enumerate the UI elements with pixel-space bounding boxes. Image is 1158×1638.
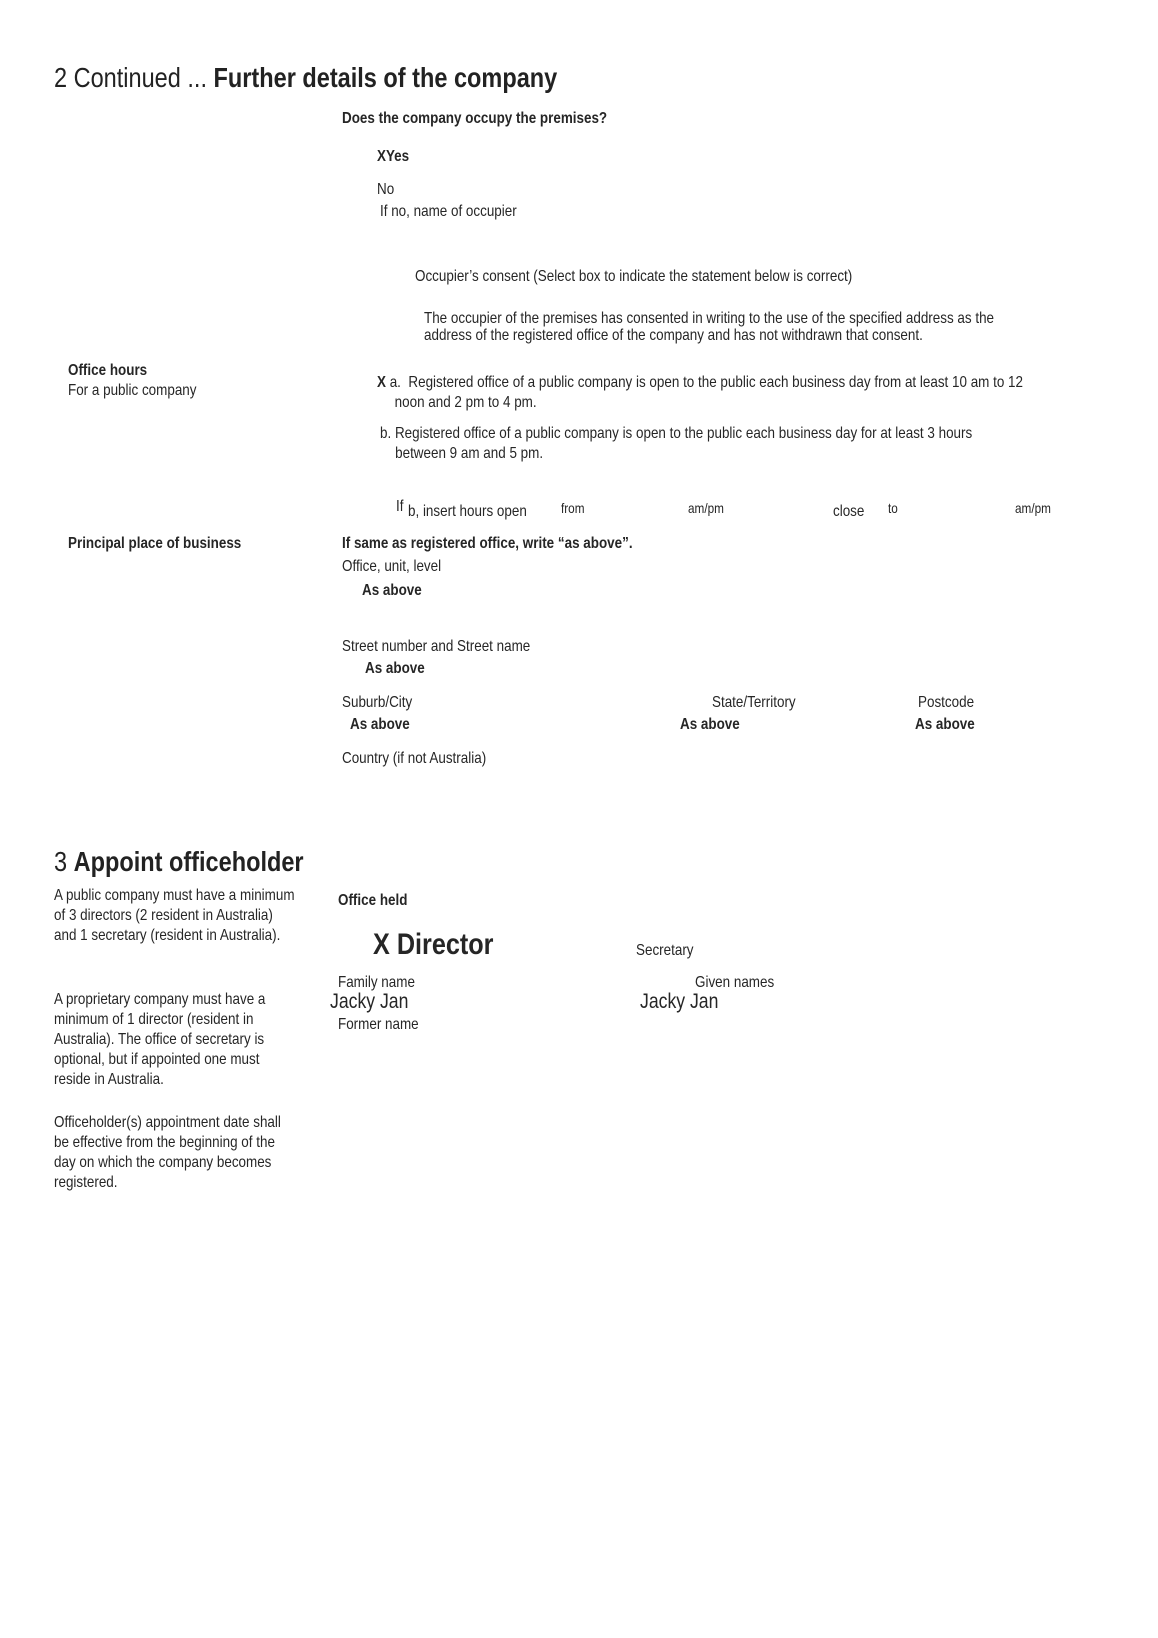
principal-place-title: Principal place of business [68, 535, 242, 552]
secretary-label: Secretary [636, 942, 694, 959]
option-b-line-1: Registered office of a public company is open to the public each business day for at least 3 hours [394, 425, 973, 442]
insert-hours-if: If [396, 498, 404, 515]
given-names-field[interactable]: Jacky Jan [640, 990, 719, 1013]
occupy-no-option[interactable] [377, 181, 394, 199]
hours-to-label: to [888, 500, 898, 516]
consent-statement-line-1: The occupier of the premises has consented in writing to the use of the specified address as the [424, 310, 995, 327]
state-field[interactable]: As above [680, 716, 740, 733]
section-2-heading-title: Further details of the company [213, 62, 558, 93]
given-names-label: Given names [695, 974, 775, 991]
hours-to-ampm: am/pm [1015, 500, 1051, 516]
officeholder-note-3: Officeholder(s) appointment date shall be effective from the beginning of the day on which the company becomes registered. [54, 1114, 281, 1191]
office-hours-title: Office hours [68, 362, 148, 379]
checkbox-mark-a[interactable]: X [377, 374, 386, 391]
postcode-field[interactable]: As above [915, 716, 975, 733]
suburb-label: Suburb/City [342, 694, 413, 711]
country-field[interactable] [342, 772, 762, 792]
office-held-label: Office held [338, 892, 408, 909]
occupier-consent-label[interactable] [415, 268, 852, 286]
office-hours-subtitle: For a public company [68, 382, 197, 399]
occupy-no-label: No [377, 181, 395, 198]
family-name-field[interactable]: Jacky Jan [330, 990, 409, 1013]
hours-close-label: close [833, 503, 865, 520]
option-a-line-2: noon and 2 pm to 4 pm. [394, 394, 537, 411]
section-3-heading-title: Appoint officeholder [73, 846, 304, 877]
state-label: State/Territory [712, 694, 796, 711]
hours-from-ampm: am/pm [688, 500, 724, 516]
occupier-name-label: If no, name of occupier [380, 203, 517, 220]
officeholder-note-1: A public company must have a minimum of 3 directors (2 resident in Australia) and 1 secretary (resident in Australia). [54, 887, 295, 944]
hours-to-field[interactable] [905, 498, 989, 516]
consent-statement [424, 310, 994, 344]
director-label: Director [396, 928, 494, 961]
option-b-letter: b. [380, 425, 392, 442]
insert-hours-label: b, insert hours open [408, 503, 527, 520]
street-field[interactable]: As above [365, 660, 425, 677]
postcode-label: Postcode [918, 694, 975, 711]
hours-from-field[interactable] [595, 498, 662, 516]
officeholder-note-2: A proprietary company must have a minimum of 1 director (resident in Australia). The office of secretary is optional, but if appointed one must reside in Australia. [54, 991, 266, 1088]
section-3-heading [54, 846, 304, 878]
principal-place-instruction: If same as registered office, write “as above”. [342, 535, 633, 552]
occupy-question: Does the company occupy the premises? [342, 110, 608, 127]
office-hours-option-b[interactable] [380, 424, 972, 464]
former-name-label: Former name [338, 1016, 419, 1033]
section-2-heading [54, 62, 557, 94]
occupier-name-field[interactable] [380, 225, 884, 247]
section-2-heading-prefix: 2 Continued ... [54, 62, 214, 93]
occupy-yes-label: Yes [385, 148, 410, 165]
section-3-heading-prefix: 3 [54, 846, 74, 877]
checkbox-mark-yes[interactable]: X [377, 148, 386, 165]
office-hours-option-a[interactable] [377, 373, 1023, 413]
hours-from-label: from [561, 500, 585, 516]
option-b-line-2: between 9 am and 5 pm. [395, 445, 544, 462]
option-a-line-1: Registered office of a public company is open to the public each business day from at least 10 am to 12 [408, 374, 1023, 391]
option-a-letter: a. [389, 374, 401, 391]
office-unit-field[interactable]: As above [362, 582, 422, 599]
street-label: Street number and Street name [342, 638, 531, 655]
country-label: Country (if not Australia) [342, 750, 487, 767]
occupy-yes-option[interactable] [377, 148, 409, 166]
director-option[interactable] [373, 928, 493, 962]
suburb-field[interactable]: As above [350, 716, 410, 733]
family-name-label: Family name [338, 974, 415, 991]
secretary-option[interactable] [636, 942, 694, 960]
former-name-field[interactable] [338, 1038, 758, 1058]
office-unit-label: Office, unit, level [342, 558, 442, 575]
consent-statement-line-2: address of the registered office of the company and has not withdrawn that consent. [424, 327, 923, 344]
occupier-consent-text: Occupier’s consent (Select box to indicate the statement below is correct) [415, 268, 853, 285]
checkbox-mark-director[interactable]: X [373, 928, 390, 961]
